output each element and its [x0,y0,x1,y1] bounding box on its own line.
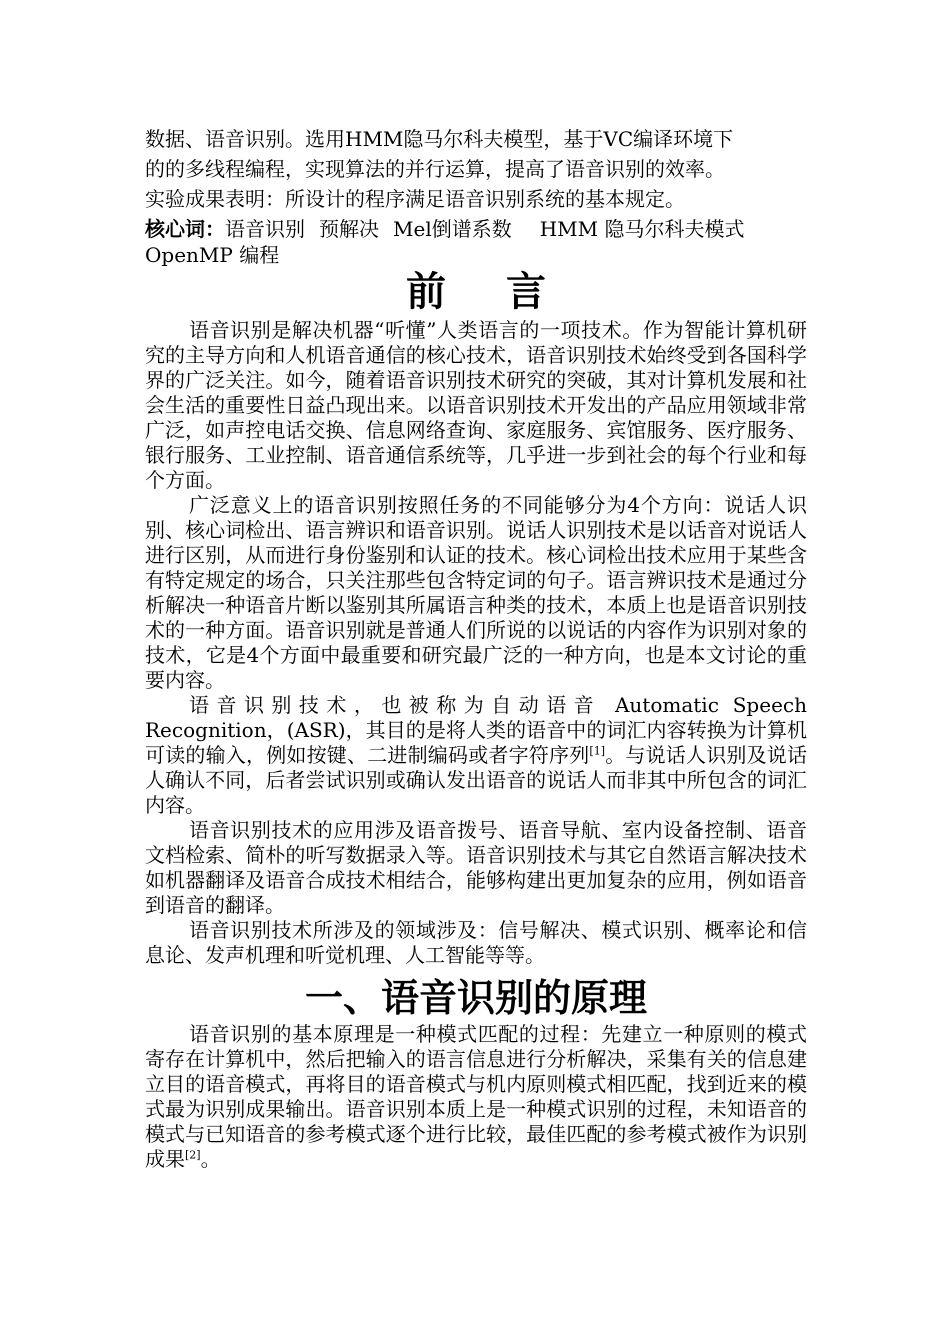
citation-ref: [2] [185,1148,201,1162]
preface-section [145,268,807,1172]
keyword-item: 语音识别 [225,217,305,241]
keywords-line [145,216,807,268]
preface-paragraph: 广泛意义上的语音识别按照任务的不同能够分为4个方向：说话人识别、核心词检出、语言辨识和语音识别。说话人识别技术是以话音对说话人进行区别，从而进行身份鉴别和认证的技术。核心词检出技术应用于某些含有特定规定的场合，只关注那些包含特定词的句子。语言辨识技术是通过分析解决一种语音片断以鉴别其所属语言种类的技术，本质上也是语音识别技术的一种方面。语音识别就是普通人们所说的以说话的内容作为识别对象的技术，它是4个方面中最重要和研究最广泛的一种方向，也是本文讨论的重要内容。 [145,493,807,692]
section-text: 语音识别的基本原理是一种模式匹配的过程：先建立一种原则的模式寄存在计算机中，然后把输入的语言信息进行分析解决，采集有关的信息建立目的语音模式，再将目的语音模式与机内原则模式相匹配，找到近来的模式最为识别成果输出。语音识别本质上是一种模式识别的过程，未知语音的模式与已知语音的参考模式逐个进行比较，最佳匹配的参考模式被作为识别成果 [145,1022,807,1171]
preface-text: 语音识别技术，也被称为自动语音 Automatic Speech Recognition，(ASR)，其目的是将人类的语音中的词汇内容转换为计算机可读的输入，例如按键、二进制编码或者字符序列 [145,693,807,767]
preface-paragraph: 语音识别技术的应用涉及语音拨号、语音导航、室内设备控制、语音文档检索、简朴的听写数据录入等。语音识别技术与其它自然语言解决技术如机器翻译及语音合成技术相结合，能够构建出更加复杂的应用，例如语音到语音的翻译。 [145,818,807,917]
abstract-line-1: 数据、语音识别。选用HMM隐马尔科夫模型，基于VC编译环境下 [145,127,734,151]
preface-text: 。与说话人识别及说话人确认不同，后者尝试识别或确认发出语音的说话人而非其中所包含的词汇内容。 [145,743,808,817]
keyword-item: Mel倒谱系数 [393,217,512,241]
section-paragraph [145,1022,807,1172]
keywords-label: 核心词： [145,217,225,241]
preface-paragraph: 语音识别是解决机器“听懂”人类语言的一项技术。作为智能计算机研究的主导方向和人机语音通信的核心技术，语音识别技术始终受到各国科学界的广泛关注。如今，随着语音识别技术研究的突破，其对计算机发展和社会生活的重要性日益凸现出来。以语音识别技术开发出的产品应用领域非常广泛，如声控电话交换、信息网络查询、家庭服务、宾馆服务、医疗服务、银行服务、工业控制、语音通信系统等，几乎进一步到社会的每个行业和每个方面。 [145,318,807,492]
keyword-item: HMM 隐马尔科夫模式 [539,217,745,241]
abstract-line-3: 实验成果表明：所设计的程序满足语音识别系统的基本规定。 [145,187,685,211]
preface-paragraph [145,693,807,818]
abstract-line-2: 的的多线程编程，实现算法的并行运算，提高了语音识别的效率。 [145,157,725,181]
keyword-item: OpenMP 编程 [145,243,280,267]
preface-paragraph: 语音识别技术所涉及的领域涉及：信号解决、模式识别、概率论和信息论、发声机理和听觉机理、人工智能等等。 [145,918,807,967]
keyword-item: 预解决 [319,217,379,241]
section-text: 。 [200,1147,221,1171]
abstract-block [145,124,807,268]
preface-title: 前言 [406,268,606,315]
section-title: 一、语音识别的原理 [304,975,647,1020]
citation-ref: [1] [589,744,605,758]
